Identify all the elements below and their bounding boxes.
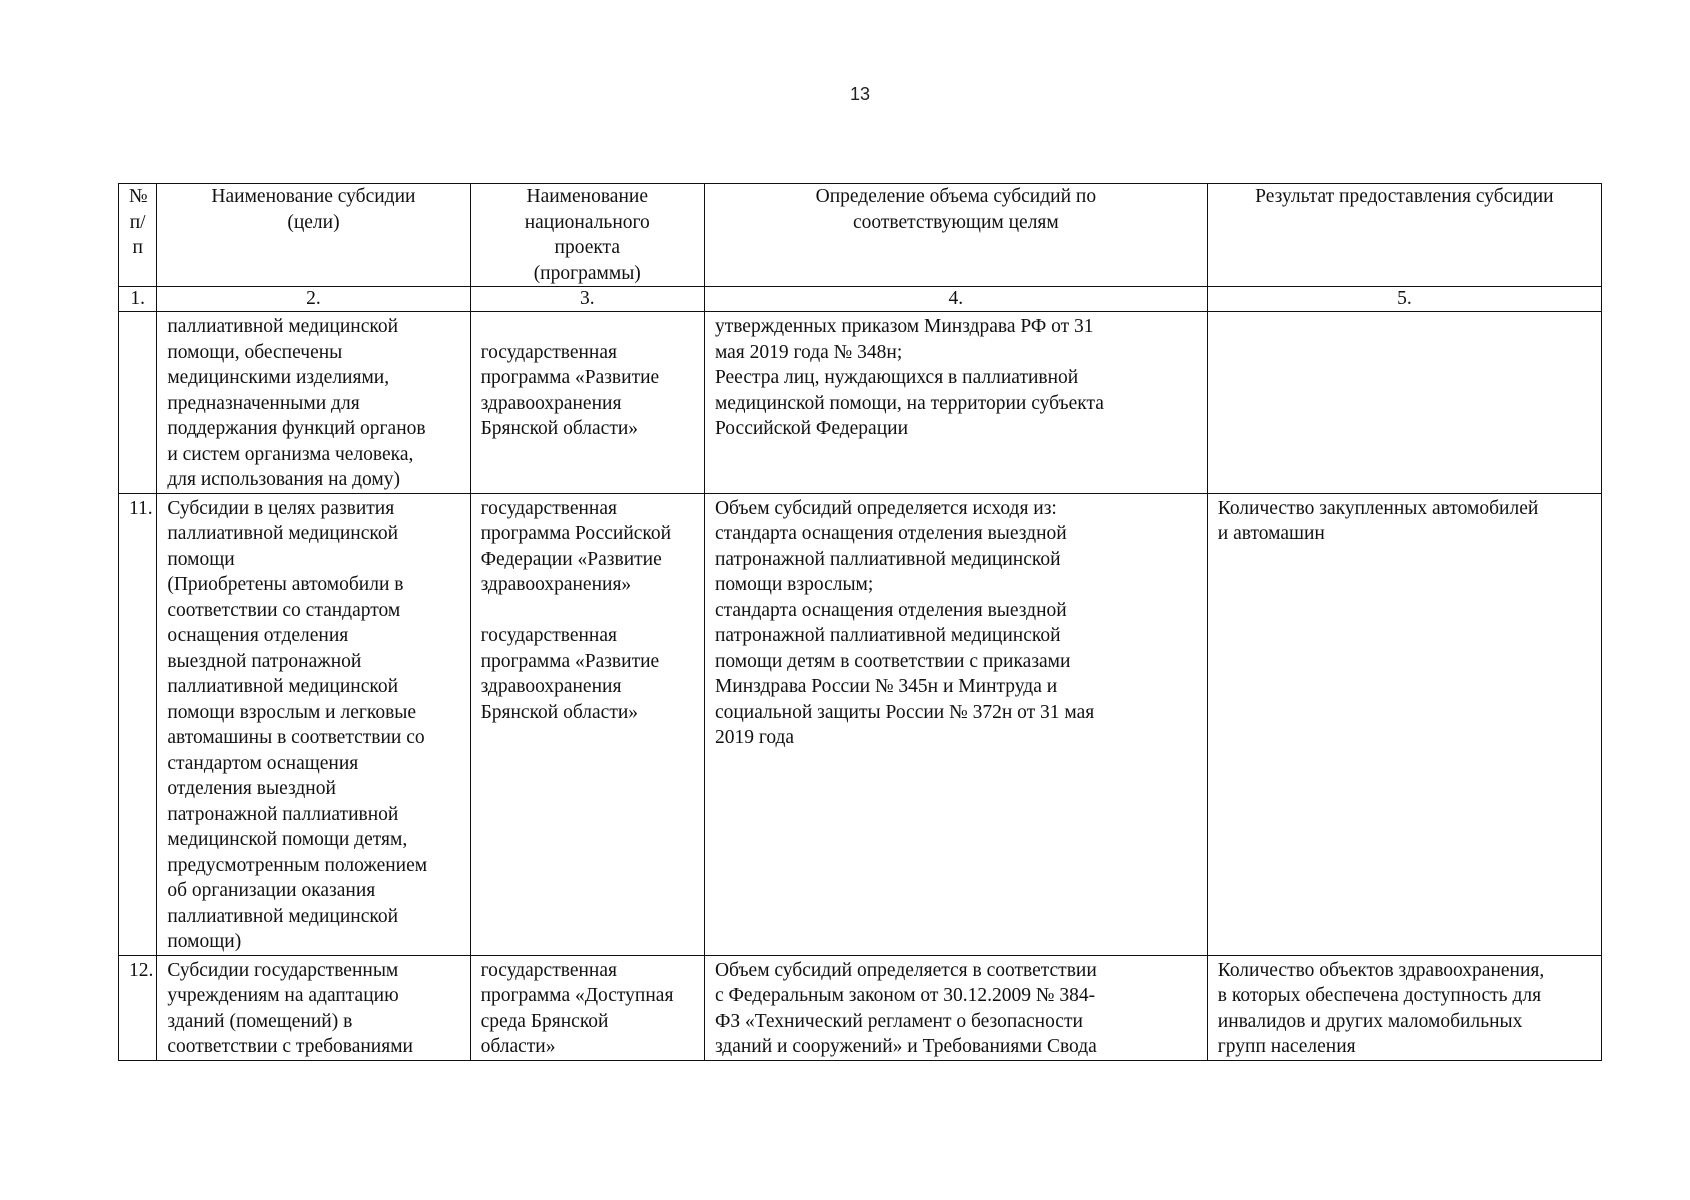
text-line: учреждениям на адаптацию: [167, 985, 399, 1006]
text-line: помощи детям в соответствии с приказами: [714, 650, 1071, 672]
volume-definition: [704, 312, 1207, 494]
text-line: Брянской области»: [480, 418, 639, 439]
text-line: здравоохранения: [480, 676, 622, 697]
text-line: Определение объема субсидий по: [815, 186, 1097, 207]
column-number: 2.: [157, 287, 470, 312]
text-line: соответствующим целям: [852, 211, 1059, 233]
text-line: инвалидов и других маломобильных: [1217, 1010, 1523, 1032]
text-line: медицинскими изделиями,: [167, 367, 390, 388]
text-line: государственная: [480, 497, 617, 519]
text-line: здравоохранения: [480, 392, 622, 414]
row-number: [119, 312, 157, 494]
text-line: Субсидии в целях развития: [167, 497, 395, 519]
text-line: государственная: [480, 625, 617, 646]
text-line: зданий (помещений) в: [167, 1010, 353, 1032]
text-line: национального: [524, 211, 650, 233]
text-line: групп населения: [1217, 1036, 1356, 1057]
text-line: поддержания функций органов: [167, 418, 426, 439]
program-name: [470, 955, 704, 1060]
text-line: и автомашин: [1217, 523, 1325, 544]
text-line: и систем организма человека,: [167, 443, 414, 465]
text-line: (программы): [533, 262, 641, 284]
text-line: автомашины в соответствии со: [167, 727, 425, 748]
text-line: программа «Доступная: [480, 985, 674, 1006]
header-row: [119, 184, 1602, 287]
text-line: Объем субсидий определяется в соответствии: [714, 959, 1097, 981]
text-line: №: [129, 186, 148, 207]
column-number: 5.: [1207, 287, 1601, 312]
text-line: Минздрава России № 345н и Минтруда и: [714, 676, 1058, 697]
subsidy-name: [157, 312, 470, 494]
text-line: с Федеральным законом от 30.12.2009 № 384-: [714, 985, 1096, 1006]
text-line: в которых обеспечена доступность для: [1217, 985, 1542, 1006]
column-number: 4.: [704, 287, 1207, 312]
text-line: мая 2019 года № 348н;: [714, 341, 903, 363]
text-line: патронажной паллиативной медицинской: [714, 625, 1061, 646]
text-line: паллиативной медицинской: [167, 676, 399, 697]
page-number: 13: [849, 84, 871, 104]
text-line: предназначенными для: [167, 392, 360, 414]
program-name: [470, 312, 704, 494]
text-line: помощи взрослым;: [714, 574, 874, 595]
text-line: об организации оказания: [167, 880, 376, 901]
text-line: среда Брянской: [480, 1010, 609, 1032]
text-line: паллиативной медицинской: [167, 905, 399, 927]
header-name: [157, 184, 470, 287]
text-line: Количество объектов здравоохранения,: [1217, 959, 1545, 981]
subsidy-name: [157, 493, 470, 955]
text-line: Объем субсидий определяется исходя из:: [714, 497, 1057, 519]
text-line: программа «Развитие: [480, 367, 660, 388]
text-line: медицинской помощи, на территории субъекта: [714, 392, 1104, 414]
text-line: (цели): [287, 211, 340, 233]
table-row: [119, 493, 1602, 955]
text-line: стандартом оснащения: [167, 752, 359, 774]
text-line: соответствии с требованиями: [167, 1036, 413, 1057]
text-line: патронажной паллиативной медицинской: [714, 548, 1061, 570]
table-row: [119, 955, 1602, 1060]
row-number: 12.: [119, 955, 157, 1060]
header-num: [119, 184, 157, 287]
text-line: выездной патронажной: [167, 650, 362, 672]
text-line: государственная: [480, 341, 617, 363]
text-line: медицинской помощи детям,: [167, 829, 408, 850]
table-row: [119, 312, 1602, 494]
text-line: паллиативной медицинской: [167, 316, 399, 337]
text-line: проекта: [554, 237, 620, 258]
text-line: программа Российской: [480, 523, 672, 544]
subsidy-table: [118, 183, 1602, 1061]
column-number-row: [119, 287, 1602, 312]
column-number: 1.: [119, 287, 157, 312]
text-line: помощи: [167, 548, 235, 570]
volume-definition: [704, 955, 1207, 1060]
text-line: Субсидии государственным: [167, 959, 399, 981]
subsidy-result: [1207, 312, 1601, 494]
subsidy-result: [1207, 493, 1601, 955]
text-line: государственная: [480, 959, 617, 981]
text-line: отделения выездной: [167, 778, 336, 799]
text-line: Брянской области»: [480, 701, 639, 723]
row-number: 11.: [119, 493, 157, 955]
header-result: [1207, 184, 1601, 287]
text-line: утвержденных приказом Минздрава РФ от 31: [714, 316, 1094, 337]
text-line: помощи): [167, 931, 242, 952]
subsidy-result: [1207, 955, 1601, 1060]
text-line: соответствии со стандартом: [167, 599, 401, 621]
column-number: 3.: [470, 287, 704, 312]
text-line: паллиативной медицинской: [167, 523, 399, 544]
text-line: (Приобретены автомобили в: [167, 574, 404, 595]
text-line: здравоохранения»: [480, 574, 632, 595]
text-line: 2019 года: [714, 727, 795, 748]
header-program: [470, 184, 704, 287]
text-line: оснащения отделения: [167, 625, 349, 646]
text-line: зданий и сооружений» и Требованиями Свода: [714, 1036, 1097, 1057]
text-line: п/п: [129, 211, 146, 258]
text-line: Реестра лиц, нуждающихся в паллиативной: [714, 367, 1079, 388]
text-line: стандарта оснащения отделения выездной: [714, 523, 1067, 544]
text-line: патронажной паллиативной: [167, 803, 399, 825]
text-line: предусмотренным положением: [167, 854, 428, 876]
text-line: Наименование субсидии: [211, 186, 416, 207]
text-line: для использования на дому): [167, 469, 400, 490]
text-line: стандарта оснащения отделения выездной: [714, 599, 1067, 621]
text-line: помощи, обеспечены: [167, 341, 343, 363]
text-line: Федерации «Развитие: [480, 548, 662, 570]
volume-definition: [704, 493, 1207, 955]
text-line: Наименование: [526, 186, 648, 207]
text-line: Количество закупленных автомобилей: [1217, 497, 1539, 519]
text-line: программа «Развитие: [480, 650, 660, 672]
header-volume: [704, 184, 1207, 287]
text-line: ФЗ «Технический регламент о безопасности: [714, 1010, 1083, 1032]
text-line: социальной защиты России № 372н от 31 мая: [714, 701, 1095, 723]
subsidy-name: [157, 955, 470, 1060]
text-line: Российской Федерации: [714, 418, 909, 439]
text-line: помощи взрослым и легковые: [167, 701, 417, 723]
program-name: [470, 493, 704, 955]
text-line: Результат предоставления субсидии: [1255, 186, 1554, 207]
text-line: области»: [480, 1036, 556, 1057]
